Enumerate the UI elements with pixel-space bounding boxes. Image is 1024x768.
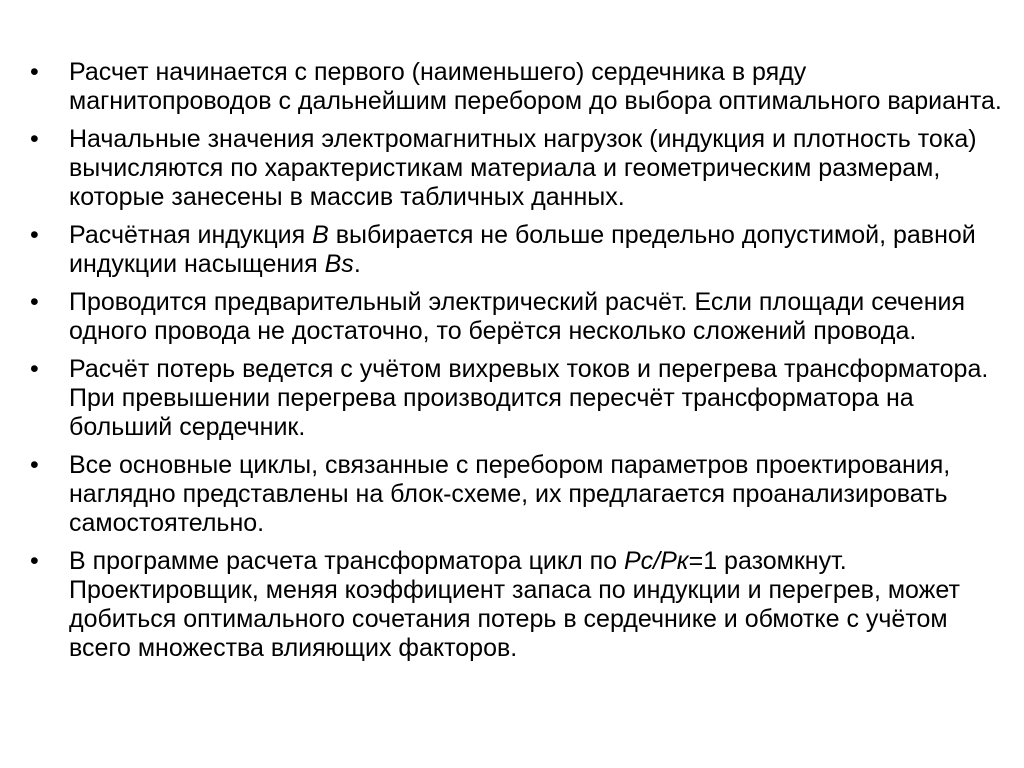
item-text: Проводится предварительный электрический расчёт. Если площади сечения одного провода не достаточно, то берётся несколько сложений провода. xyxy=(69,288,966,345)
bullet-icon: • xyxy=(30,288,39,316)
bullet-icon: • xyxy=(30,221,39,249)
list-item xyxy=(30,125,1005,212)
bullet-icon: • xyxy=(30,355,39,383)
item-text-part: выбирается не больше предельно допустимой, равной индукции насыщения xyxy=(69,221,976,278)
induction-symbol: B xyxy=(312,221,329,249)
list-item xyxy=(30,355,1005,442)
list-item xyxy=(30,547,1005,663)
item-text: Расчет начинается с первого (наименьшего) сердечника в ряду магнитопроводов с дальнейшим перебором до выбора оптимального варианта. xyxy=(69,58,1002,115)
list-item xyxy=(30,58,1005,116)
bullet-icon: • xyxy=(30,451,39,479)
list-item xyxy=(30,288,1005,346)
list-item xyxy=(30,221,1005,279)
item-text: Все основные циклы, связанные с перебором параметров проектирования, наглядно представлены на блок-схеме, их предлагается проанализировать самостоятельно. xyxy=(69,451,951,537)
item-text: Начальные значения электромагнитных нагрузок (индукция и плотность тока) вычисляются по характеристикам материала и геометрическим размерам, которые занесены в массив табличных данных. xyxy=(69,125,977,211)
item-text-part: Расчётная индукция xyxy=(69,221,313,249)
item-text-part: =1 разомкнут. Проектировщик, меняя коэффициент запаса по индукции и перегрев, может добиться оптимального сочетания потерь в сердечнике и обмотке с учётом всего множества влияющих факторов. xyxy=(69,547,960,662)
item-text: Расчёт потерь ведется с учётом вихревых токов и перегрева трансформатора. При превышении перегрева производится пересчёт трансформатора на больший сердечник. xyxy=(69,355,989,441)
list-item xyxy=(30,451,1005,538)
item-text-part: . xyxy=(353,250,361,278)
saturation-symbol: Bs xyxy=(324,250,354,278)
bullet-icon: • xyxy=(30,125,39,153)
item-text-part: В программе расчета трансформатора цикл по xyxy=(69,547,624,575)
loss-ratio-symbol: Pc/Pк xyxy=(624,547,689,575)
bullet-list xyxy=(30,58,1005,672)
bullet-icon: • xyxy=(30,58,39,86)
bullet-icon: • xyxy=(30,547,39,575)
